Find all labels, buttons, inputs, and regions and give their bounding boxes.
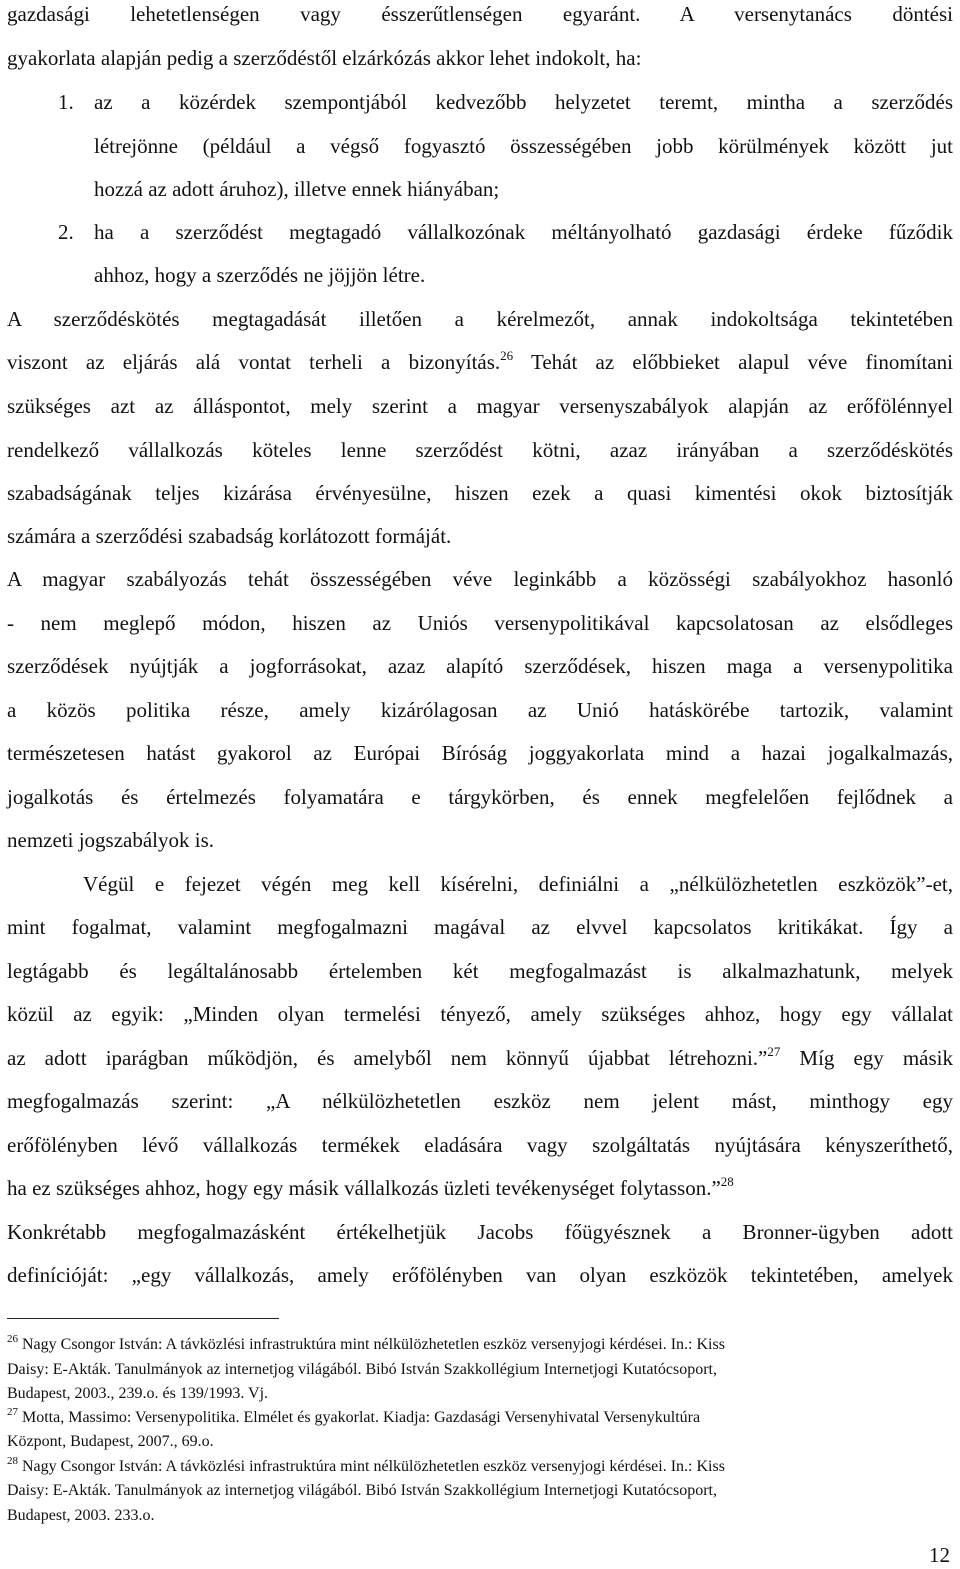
body-line: mint fogalmat, valamint megfogalmazni magával az elvvel kapcsolatos kritikákat. Így a xyxy=(7,915,953,939)
list-number: 1. xyxy=(58,90,74,114)
footnote-line: Daisy: E-Akták. Tanulmányok az internetjog világából. Bibó István Szakkollégium Internetjogi Kutatócsoport, xyxy=(7,1482,717,1499)
footnote-27 xyxy=(7,1407,948,1429)
body-line xyxy=(7,349,953,375)
body-line: gazdasági lehetetlenségen vagy ésszerűtlenségen egyaránt. A versenytanács döntési xyxy=(7,2,953,26)
body-line: rendelkező vállalkozás köteles lenne szerződést kötni, azaz irányában a szerződéskötés xyxy=(7,438,953,462)
body-line: gyakorlata alapján pedig a szerződéstől elzárkózás akkor lehet indokolt, ha: xyxy=(7,46,642,70)
body-text: ha ez szükséges ahhoz, hogy egy másik vállalkozás üzleti tevékenységet folytasson.” xyxy=(7,1176,721,1200)
footnote-26 xyxy=(7,1334,948,1356)
body-line: természetesen hatást gyakorol az Európai Bíróság joggyakorlata mind a hazai jogalkalmazás, xyxy=(7,741,953,765)
body-line: szükséges azt az álláspontot, mely szerint a magyar versenyszabályok alapján az erőfölénnyel xyxy=(7,394,953,418)
body-line: A szerződéskötés megtagadását illetően a kérelmezőt, annak indokoltsága tekintetében xyxy=(7,307,953,331)
list-item-line: létrejönne (például a végső fogyasztó összességében jobb körülmények között jut xyxy=(94,134,953,158)
body-line: jogalkotás és értelmezés folyamatára e tárgykörben, és ennek megfelelően fejlődnek a xyxy=(7,785,953,809)
footnote-28 xyxy=(7,1456,948,1478)
footnote-text: Motta, Massimo: Versenypolitika. Elmélet és gyakorlat. Kiadja: Gazdasági Versenyhivatal Versenykultúra xyxy=(22,1409,701,1426)
footnote-separator xyxy=(7,1318,279,1319)
footnote-number: 28 xyxy=(7,1455,18,1467)
footnote-line: Budapest, 2003., 239.o. és 139/1993. Vj. xyxy=(7,1385,269,1402)
body-line: erőfölényben lévő vállalkozás termékek eladására vagy szolgáltatás nyújtására kényszeríthető, xyxy=(7,1133,953,1157)
body-line: Végül e fejezet végén meg kell kísérelni, definiálni a „nélkülözhetetlen eszközök”-et, xyxy=(83,872,953,896)
list-item-line: hozzá az adott áruhoz), illetve ennek hiányában; xyxy=(94,177,500,201)
body-line: nemzeti jogszabályok is. xyxy=(7,828,215,852)
body-line: közül az egyik: „Minden olyan termelési tényező, amely szükséges ahhoz, hogy egy vállalat xyxy=(7,1002,953,1026)
body-line: definícióját: „egy vállalkozás, amely erőfölényben van olyan eszközök tekintetében, amelyek xyxy=(7,1263,953,1287)
footnote-line: Daisy: E-Akták. Tanulmányok az internetjog világából. Bibó István Szakkollégium Internetjogi Kutatócsoport, xyxy=(7,1361,717,1378)
list-item-line: ha a szerződést megtagadó vállalkozónak méltányolható gazdasági érdeke fűződik xyxy=(94,220,953,244)
body-line: megfogalmazás szerint: „A nélkülözhetetlen eszköz nem jelent mást, minthogy egy xyxy=(7,1089,953,1113)
footnote-ref: 28 xyxy=(720,1174,734,1189)
body-line: A magyar szabályozás tehát összességében véve leginkább a közösségi szabályokhoz hasonló xyxy=(7,567,953,591)
body-line: szabadságának teljes kizárása érvényesülne, hiszen ezek a quasi kimentési okok biztosítják xyxy=(7,481,953,505)
footnote-number: 26 xyxy=(7,1333,18,1345)
body-line: szerződések nyújtják a jogforrásokat, azaz alapító szerződések, hiszen maga a versenypolitika xyxy=(7,654,953,678)
footnote-text: Nagy Csongor István: A távközlési infrastruktúra mint nélkülözhetetlen eszköz versenyjogi kérdései. In.: Kiss xyxy=(22,1336,725,1353)
footnote-number: 27 xyxy=(7,1406,18,1418)
body-text: Míg egy másik xyxy=(799,1046,953,1070)
footnote-ref: 26 xyxy=(500,348,514,363)
page-number: 12 xyxy=(929,1543,950,1567)
body-line: legtágabb és legáltalánosabb értelemben két megfogalmazást is alkalmazhatunk, melyek xyxy=(7,959,953,983)
body-text: Tehát az előbbieket alapul véve finomítani xyxy=(531,350,953,374)
body-line: - nem meglepő módon, hiszen az Uniós versenypolitikával kapcsolatosan az elsődleges xyxy=(7,611,953,635)
footnote-line: Központ, Budapest, 2007., 69.o. xyxy=(7,1433,214,1450)
body-line: számára a szerződési szabadság korlátozott formáját. xyxy=(7,524,452,548)
body-line xyxy=(7,1175,953,1201)
body-line xyxy=(7,1045,953,1071)
list-item-line: az a közérdek szempontjából kedvezőbb helyzetet teremt, mintha a szerződés xyxy=(94,90,953,114)
list-item-line: ahhoz, hogy a szerződés ne jöjjön létre. xyxy=(94,263,426,287)
body-line: a közös politika része, amely kizárólagosan az Unió hatáskörébe tartozik, valamint xyxy=(7,698,953,722)
footnote-ref: 27 xyxy=(767,1044,781,1059)
body-text: az adott iparágban működjön, és amelyből nem könnyű újabbat létrehozni.” xyxy=(7,1046,768,1070)
body-text: viszont az eljárás alá vontat terheli a bizonyítás. xyxy=(7,350,501,374)
list-number: 2. xyxy=(58,220,74,244)
footnote-text: Nagy Csongor István: A távközlési infrastruktúra mint nélkülözhetetlen eszköz versenyjogi kérdései. In.: Kiss xyxy=(22,1458,725,1475)
footnote-line: Budapest, 2003. 233.o. xyxy=(7,1507,155,1524)
body-line: Konkrétabb megfogalmazásként értékelhetjük Jacobs főügyésznek a Bronner-ügyben adott xyxy=(7,1220,953,1244)
